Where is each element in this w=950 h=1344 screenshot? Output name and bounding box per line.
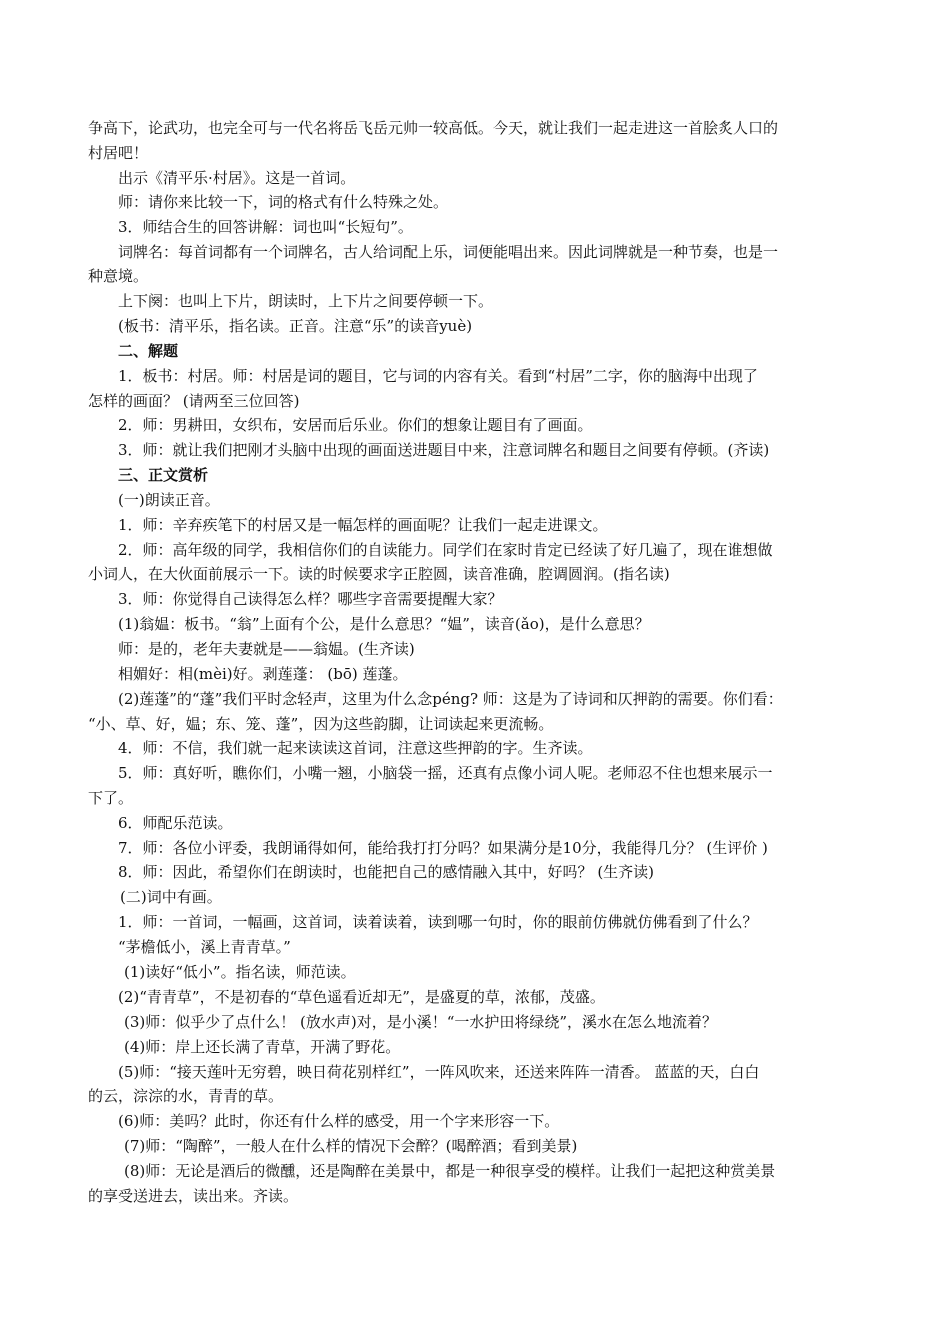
text-line: “茅檐低小，溪上青青草。” — [118, 938, 291, 956]
text-line: (1)翁媪：板书。“翁”上面有个公，是什么意思？“媪”，读音(ǎo)，是什么意思？ — [118, 615, 650, 633]
text-line: 下了。 — [88, 789, 134, 807]
text-line: 2．师：男耕田，女织布，安居而后乐业。你们的想象让题目有了画面。 — [118, 416, 593, 434]
text-line: (二)词中有画。 — [120, 888, 222, 906]
text-line: (6)师：美吗？此时，你还有什么样的感受，用一个字来形容一下。 — [118, 1112, 560, 1130]
text-line: 种意境。 — [88, 267, 149, 285]
text-line: (一)朗读正音。 — [118, 491, 220, 509]
text-line: 的云，淙淙的水，青青的草。 — [88, 1087, 284, 1105]
text-line: 7．师：各位小评委，我朗诵得如何，能给我打打分吗？如果满分是10分，我能得几分？ (生评价 ) — [118, 839, 768, 857]
text-line: 词牌名：每首词都有一个词牌名，古人给词配上乐，词便能唱出来。因此词牌就是一种节奏，也是一 — [118, 243, 779, 261]
text-line: 师：是的，老年夫妻就是——翁媪。(生齐读) — [118, 640, 415, 658]
text-line: (3)师：似乎少了点什么！ (放水声)对，是小溪！“一水护田将绿绕”，溪水在怎么地流着？ — [124, 1013, 718, 1031]
text-line: 1．板书：村居。师：村居是词的题目，它与词的内容有关。看到“村居”二字，你的脑海中出现了 — [118, 367, 758, 385]
text-line: 出示《清平乐·村居》。这是一首词。 — [118, 169, 356, 187]
text-line: (2)“青青草”，不是初春的“草色遥看近却无”，是盛夏的草，浓郁，茂盛。 — [118, 988, 605, 1006]
text-line: 村居吧！ — [88, 144, 149, 162]
section-heading: 三、正文赏析 — [118, 466, 209, 484]
text-line: 相媚好：相(mèi)好。剥莲蓬： (bō) 莲蓬。 — [118, 665, 408, 683]
text-line: “小、草、好，媪；东、笼、蓬”，因为这些韵脚，让词读起来更流畅。 — [88, 715, 554, 733]
text-line: 怎样的画面？ (请两至三位回答) — [88, 392, 300, 410]
text-line: 1．师：一首词，一幅画，这首词，读着读着，读到哪一句时，你的眼前仿佛就仿佛看到了什么？ — [118, 913, 758, 931]
text-line: 8．师：因此，希望你们在朗读时，也能把自己的感情融入其中，好吗？ (生齐读) — [118, 863, 655, 881]
text-line: 3．师：你觉得自己读得怎么样？哪些字音需要提醒大家？ — [118, 590, 503, 608]
text-line: 师：请你来比较一下，词的格式有什么特殊之处。 — [118, 193, 449, 211]
text-line: 上下阕：也叫上下片，朗读时，上下片之间要停顿一下。 — [118, 292, 494, 310]
text-line: (4)师：岸上还长满了青草，开满了野花。 — [124, 1038, 401, 1056]
text-line: 小词人，在大伙面前展示一下。读的时候要求字正腔圆，读音准确，腔调圆润。(指名读) — [88, 565, 670, 583]
text-line: 1．师：辛弃疾笔下的村居又是一幅怎样的画面呢？让我们一起走进课文。 — [118, 516, 608, 534]
text-line: (2)莲蓬”的“蓬”我们平时念轻声，这里为什么念péng? 师：这是为了诗词和仄押韵的需要。你们看： — [118, 690, 783, 708]
text-line: 5．师：真好听，瞧你们，小嘴一翘，小脑袋一摇，还真有点像小词人呢。老师忍不住也想来展示一 — [118, 764, 773, 782]
text-line: (7)师：“陶醉”，一般人在什么样的情况下会醉？(喝醉酒；看到美景) — [124, 1137, 578, 1155]
text-line: 6．师配乐范读。 — [118, 814, 233, 832]
text-line: 4．师：不信，我们就一起来读读这首词，注意这些押韵的字。生齐读。 — [118, 739, 593, 757]
text-line: 3．师结合生的回答讲解：词也叫“长短句”。 — [118, 218, 413, 236]
text-line: 3．师：就让我们把刚才头脑中出现的画面送进题目中来，注意词牌名和题目之间要有停顿。(齐读) — [118, 441, 770, 459]
text-line: (板书：清平乐，指名读。正音。注意“乐”的读音yuè) — [118, 317, 473, 335]
text-line: (5)师：“接天莲叶无穷碧，映日荷花别样红”，一阵风吹来，还送来阵阵一清香。 蓝蓝的天，白白 — [118, 1063, 760, 1081]
text-line: 争高下，论武功，也完全可与一代名将岳飞岳元帅一较高低。今天，就让我们一起走进这一首脍炙人口的 — [88, 119, 779, 137]
text-line: 的享受送进去，读出来。齐读。 — [88, 1187, 299, 1205]
section-heading: 二、解题 — [118, 342, 179, 360]
text-line: (8)师：无论是酒后的微醺，还是陶醉在美景中，都是一种很享受的模样。让我们一起把这种赏美景 — [124, 1162, 776, 1180]
text-line: (1)读好“低小”。指名读，师范读。 — [124, 963, 356, 981]
text-line: 2．师：高年级的同学，我相信你们的自读能力。同学们在家时肯定已经读了好几遍了，现在谁想做 — [118, 541, 773, 559]
